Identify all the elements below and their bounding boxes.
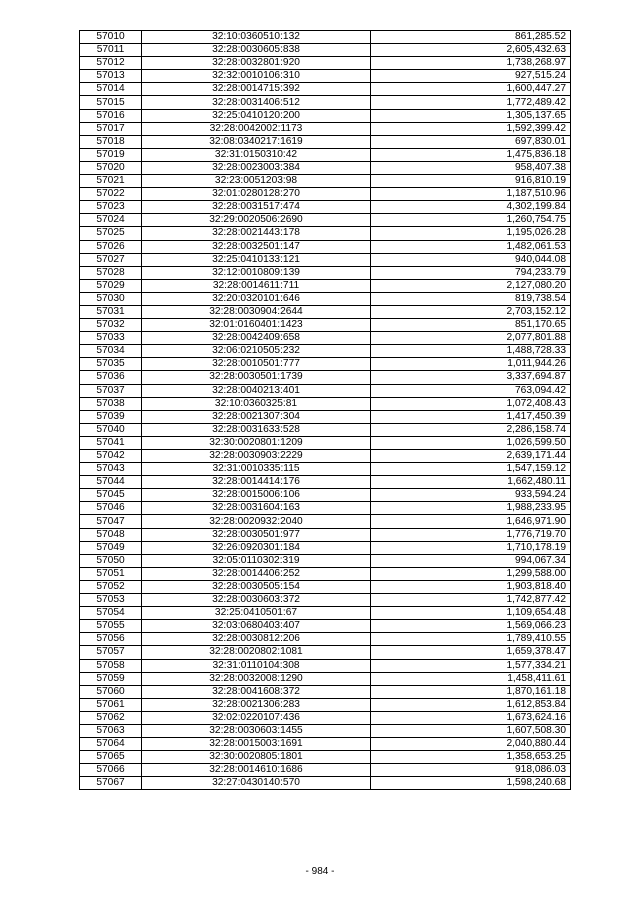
cadastral-number-cell: 32:28:0032008:1290: [142, 672, 371, 685]
table-row: [80, 463, 571, 476]
table-row: [80, 253, 571, 266]
table-row: [80, 31, 571, 44]
cadastral-number-cell: 32:28:0040213:401: [142, 384, 371, 397]
amount-cell: 1,592,399.42: [371, 122, 571, 135]
table-row: [80, 279, 571, 292]
row-number-cell: 57025: [80, 227, 142, 240]
amount-cell: 819,738.54: [371, 292, 571, 305]
amount-cell: 1,187,510.96: [371, 188, 571, 201]
row-number-cell: 57023: [80, 201, 142, 214]
row-number-cell: 57022: [80, 188, 142, 201]
cadastral-number-cell: 32:10:0360510:132: [142, 31, 371, 44]
row-number-cell: 57011: [80, 44, 142, 57]
row-number-cell: 57031: [80, 305, 142, 318]
table-row: [80, 646, 571, 659]
row-number-cell: 57062: [80, 711, 142, 724]
row-number-cell: 57043: [80, 463, 142, 476]
table-row: [80, 175, 571, 188]
row-number-cell: 57034: [80, 345, 142, 358]
table-row: [80, 161, 571, 174]
cadastral-number-cell: 32:06:0210505:232: [142, 345, 371, 358]
amount-cell: 1,109,654.48: [371, 607, 571, 620]
amount-cell: 1,195,026.28: [371, 227, 571, 240]
row-number-cell: 57032: [80, 319, 142, 332]
amount-cell: 1,659,378.47: [371, 646, 571, 659]
amount-cell: 1,488,728.33: [371, 345, 571, 358]
amount-cell: 1,260,754.75: [371, 214, 571, 227]
amount-cell: 1,577,334.21: [371, 659, 571, 672]
row-number-cell: 57042: [80, 450, 142, 463]
table-row: [80, 148, 571, 161]
amount-cell: 1,299,588.00: [371, 567, 571, 580]
row-number-cell: 57037: [80, 384, 142, 397]
amount-cell: 2,040,880.44: [371, 738, 571, 751]
amount-cell: 1,662,480.11: [371, 476, 571, 489]
amount-cell: 794,233.79: [371, 266, 571, 279]
table-row: [80, 305, 571, 318]
cadastral-number-cell: 32:28:0032801:920: [142, 57, 371, 70]
cadastral-number-cell: 32:30:0020801:1209: [142, 436, 371, 449]
amount-cell: 918,086.03: [371, 764, 571, 777]
cadastral-number-cell: 32:28:0031604:163: [142, 502, 371, 515]
table-row: [80, 672, 571, 685]
amount-cell: 2,703,152.12: [371, 305, 571, 318]
cadastral-number-cell: 32:28:0030903:2229: [142, 450, 371, 463]
table-row: [80, 371, 571, 384]
row-number-cell: 57029: [80, 279, 142, 292]
row-number-cell: 57033: [80, 332, 142, 345]
cadastral-number-cell: 32:28:0031517:474: [142, 201, 371, 214]
table-row: [80, 423, 571, 436]
table-row: [80, 724, 571, 737]
cadastral-number-cell: 32:01:0160401:1423: [142, 319, 371, 332]
table-row: [80, 83, 571, 96]
table-row: [80, 738, 571, 751]
row-number-cell: 57054: [80, 607, 142, 620]
cadastral-number-cell: 32:31:0010335:115: [142, 463, 371, 476]
row-number-cell: 57051: [80, 567, 142, 580]
cadastral-number-cell: 32:28:0030904:2644: [142, 305, 371, 318]
row-number-cell: 57048: [80, 528, 142, 541]
cadastral-number-cell: 32:03:0680403:407: [142, 620, 371, 633]
amount-cell: 1,673,624.16: [371, 711, 571, 724]
amount-cell: 958,407.38: [371, 161, 571, 174]
cadastral-number-cell: 32:08:0340217:1619: [142, 135, 371, 148]
amount-cell: 3,337,694.87: [371, 371, 571, 384]
table-row: [80, 201, 571, 214]
amount-cell: 1,612,853.84: [371, 698, 571, 711]
amount-cell: 2,605,432.63: [371, 44, 571, 57]
cadastral-number-cell: 32:28:0020932:2040: [142, 515, 371, 528]
cadastral-number-cell: 32:28:0021307:304: [142, 410, 371, 423]
amount-cell: 927,515.24: [371, 70, 571, 83]
row-number-cell: 57039: [80, 410, 142, 423]
row-number-cell: 57038: [80, 397, 142, 410]
cadastral-number-cell: 32:28:0042002:1173: [142, 122, 371, 135]
row-number-cell: 57040: [80, 423, 142, 436]
table-row: [80, 620, 571, 633]
amount-cell: 1,547,159.12: [371, 463, 571, 476]
cadastral-number-cell: 32:28:0010501:777: [142, 358, 371, 371]
cadastral-number-cell: 32:28:0014611:711: [142, 279, 371, 292]
amount-cell: 763,094.42: [371, 384, 571, 397]
table-row: [80, 633, 571, 646]
table-row: [80, 751, 571, 764]
cadastral-number-cell: 32:28:0030605:838: [142, 44, 371, 57]
amount-cell: 916,810.19: [371, 175, 571, 188]
row-number-cell: 57018: [80, 135, 142, 148]
amount-cell: 1,011,944.26: [371, 358, 571, 371]
row-number-cell: 57041: [80, 436, 142, 449]
amount-cell: 1,358,653.25: [371, 751, 571, 764]
cadastral-number-cell: 32:28:0041608:372: [142, 685, 371, 698]
table-row: [80, 57, 571, 70]
table-body: [80, 31, 571, 790]
amount-cell: 1,569,066.23: [371, 620, 571, 633]
row-number-cell: 57064: [80, 738, 142, 751]
row-number-cell: 57035: [80, 358, 142, 371]
row-number-cell: 57045: [80, 489, 142, 502]
cadastral-value-table: [79, 30, 571, 790]
row-number-cell: 57015: [80, 96, 142, 109]
table-row: [80, 332, 571, 345]
amount-cell: 1,600,447.27: [371, 83, 571, 96]
amount-cell: 1,870,161.18: [371, 685, 571, 698]
row-number-cell: 57055: [80, 620, 142, 633]
row-number-cell: 57046: [80, 502, 142, 515]
cadastral-number-cell: 32:25:0410133:121: [142, 253, 371, 266]
row-number-cell: 57027: [80, 253, 142, 266]
cadastral-number-cell: 32:28:0030501:1739: [142, 371, 371, 384]
cadastral-number-cell: 32:25:0410501:67: [142, 607, 371, 620]
cadastral-number-cell: 32:30:0020805:1801: [142, 751, 371, 764]
amount-cell: 994,067.34: [371, 554, 571, 567]
amount-cell: 1,776,719.70: [371, 528, 571, 541]
row-number-cell: 57065: [80, 751, 142, 764]
amount-cell: 1,026,599.50: [371, 436, 571, 449]
row-number-cell: 57024: [80, 214, 142, 227]
table-row: [80, 489, 571, 502]
row-number-cell: 57049: [80, 541, 142, 554]
table-row: [80, 345, 571, 358]
table-row: [80, 358, 571, 371]
amount-cell: 1,738,268.97: [371, 57, 571, 70]
cadastral-number-cell: 32:31:0110104:308: [142, 659, 371, 672]
cadastral-number-cell: 32:12:0010809:139: [142, 266, 371, 279]
cadastral-number-cell: 32:31:0150310:42: [142, 148, 371, 161]
table-row: [80, 188, 571, 201]
cadastral-number-cell: 32:28:0015003:1691: [142, 738, 371, 751]
row-number-cell: 57010: [80, 31, 142, 44]
row-number-cell: 57017: [80, 122, 142, 135]
amount-cell: 1,646,971.90: [371, 515, 571, 528]
row-number-cell: 57059: [80, 672, 142, 685]
row-number-cell: 57057: [80, 646, 142, 659]
amount-cell: 1,772,489.42: [371, 96, 571, 109]
amount-cell: 940,044.08: [371, 253, 571, 266]
cadastral-number-cell: 32:28:0031406:512: [142, 96, 371, 109]
table-row: [80, 292, 571, 305]
amount-cell: 1,417,450.39: [371, 410, 571, 423]
table-row: [80, 96, 571, 109]
row-number-cell: 57019: [80, 148, 142, 161]
amount-cell: 1,482,061.53: [371, 240, 571, 253]
cadastral-number-cell: 32:05:0110302:319: [142, 554, 371, 567]
amount-cell: 1,607,508.30: [371, 724, 571, 737]
row-number-cell: 57030: [80, 292, 142, 305]
page-number: - 984 -: [305, 866, 335, 877]
row-number-cell: 57016: [80, 109, 142, 122]
table-row: [80, 711, 571, 724]
table-row: [80, 528, 571, 541]
table-row: [80, 607, 571, 620]
cadastral-number-cell: 32:28:0014715:392: [142, 83, 371, 96]
row-number-cell: 57014: [80, 83, 142, 96]
row-number-cell: 57066: [80, 764, 142, 777]
row-number-cell: 57061: [80, 698, 142, 711]
cadastral-number-cell: 32:25:0410120:200: [142, 109, 371, 122]
row-number-cell: 57047: [80, 515, 142, 528]
cadastral-number-cell: 32:20:0320101:646: [142, 292, 371, 305]
cadastral-number-cell: 32:28:0021306:283: [142, 698, 371, 711]
row-number-cell: 57012: [80, 57, 142, 70]
cadastral-number-cell: 32:28:0020802:1081: [142, 646, 371, 659]
cadastral-number-cell: 32:28:0023003:384: [142, 161, 371, 174]
cadastral-number-cell: 32:28:0030505:154: [142, 580, 371, 593]
cadastral-number-cell: 32:28:0014406:252: [142, 567, 371, 580]
cadastral-number-cell: 32:28:0042409:658: [142, 332, 371, 345]
amount-cell: 697,830.01: [371, 135, 571, 148]
table-row: [80, 541, 571, 554]
table-row: [80, 567, 571, 580]
cadastral-number-cell: 32:23:0051203:98: [142, 175, 371, 188]
cadastral-number-cell: 32:28:0030501:977: [142, 528, 371, 541]
cadastral-number-cell: 32:02:0220107:436: [142, 711, 371, 724]
table-row: [80, 240, 571, 253]
cadastral-number-cell: 32:28:0030603:372: [142, 594, 371, 607]
cadastral-number-cell: 32:26:0920301:184: [142, 541, 371, 554]
table-row: [80, 319, 571, 332]
row-number-cell: 57020: [80, 161, 142, 174]
amount-cell: 1,072,408.43: [371, 397, 571, 410]
table-row: [80, 594, 571, 607]
amount-cell: 1,475,836.18: [371, 148, 571, 161]
cadastral-number-cell: 32:29:0020506:2690: [142, 214, 371, 227]
table-row: [80, 266, 571, 279]
table-row: [80, 764, 571, 777]
cadastral-number-cell: 32:27:0430140:570: [142, 777, 371, 790]
cadastral-number-cell: 32:01:0280128:270: [142, 188, 371, 201]
row-number-cell: 57058: [80, 659, 142, 672]
amount-cell: 4,302,199.84: [371, 201, 571, 214]
cadastral-number-cell: 32:28:0030812:206: [142, 633, 371, 646]
row-number-cell: 57060: [80, 685, 142, 698]
amount-cell: 2,286,158.74: [371, 423, 571, 436]
table-row: [80, 410, 571, 423]
amount-cell: 2,127,080.20: [371, 279, 571, 292]
table-row: [80, 227, 571, 240]
row-number-cell: 57036: [80, 371, 142, 384]
table-row: [80, 515, 571, 528]
row-number-cell: 57063: [80, 724, 142, 737]
amount-cell: 1,598,240.68: [371, 777, 571, 790]
row-number-cell: 57013: [80, 70, 142, 83]
table-row: [80, 777, 571, 790]
table-row: [80, 397, 571, 410]
table-row: [80, 685, 571, 698]
table-row: [80, 135, 571, 148]
amount-cell: 1,903,818.40: [371, 580, 571, 593]
cadastral-number-cell: 32:28:0031633:528: [142, 423, 371, 436]
table-row: [80, 554, 571, 567]
table-row: [80, 122, 571, 135]
row-number-cell: 57044: [80, 476, 142, 489]
table-row: [80, 659, 571, 672]
table-row: [80, 436, 571, 449]
amount-cell: 1,458,411.61: [371, 672, 571, 685]
table-row: [80, 109, 571, 122]
table-row: [80, 698, 571, 711]
table-row: [80, 70, 571, 83]
row-number-cell: 57056: [80, 633, 142, 646]
cadastral-number-cell: 32:28:0021443:178: [142, 227, 371, 240]
row-number-cell: 57067: [80, 777, 142, 790]
cadastral-number-cell: 32:32:0010106:310: [142, 70, 371, 83]
row-number-cell: 57028: [80, 266, 142, 279]
cadastral-number-cell: 32:10:0360325:81: [142, 397, 371, 410]
amount-cell: 1,742,877.42: [371, 594, 571, 607]
amount-cell: 861,285.52: [371, 31, 571, 44]
table-row: [80, 44, 571, 57]
table-row: [80, 384, 571, 397]
cadastral-number-cell: 32:28:0030603:1455: [142, 724, 371, 737]
amount-cell: 1,305,137.65: [371, 109, 571, 122]
table-row: [80, 214, 571, 227]
row-number-cell: 57053: [80, 594, 142, 607]
table-row: [80, 450, 571, 463]
amount-cell: 1,710,178.19: [371, 541, 571, 554]
amount-cell: 2,639,171.44: [371, 450, 571, 463]
table-row: [80, 502, 571, 515]
amount-cell: 851,170.65: [371, 319, 571, 332]
cadastral-number-cell: 32:28:0014610:1686: [142, 764, 371, 777]
row-number-cell: 57052: [80, 580, 142, 593]
table-row: [80, 476, 571, 489]
table-row: [80, 580, 571, 593]
row-number-cell: 57050: [80, 554, 142, 567]
row-number-cell: 57021: [80, 175, 142, 188]
cadastral-number-cell: 32:28:0014414:176: [142, 476, 371, 489]
amount-cell: 1,789,410.55: [371, 633, 571, 646]
amount-cell: 1,988,233.95: [371, 502, 571, 515]
cadastral-number-cell: 32:28:0015006:106: [142, 489, 371, 502]
cadastral-number-cell: 32:28:0032501:147: [142, 240, 371, 253]
amount-cell: 2,077,801.88: [371, 332, 571, 345]
amount-cell: 933,594.24: [371, 489, 571, 502]
row-number-cell: 57026: [80, 240, 142, 253]
